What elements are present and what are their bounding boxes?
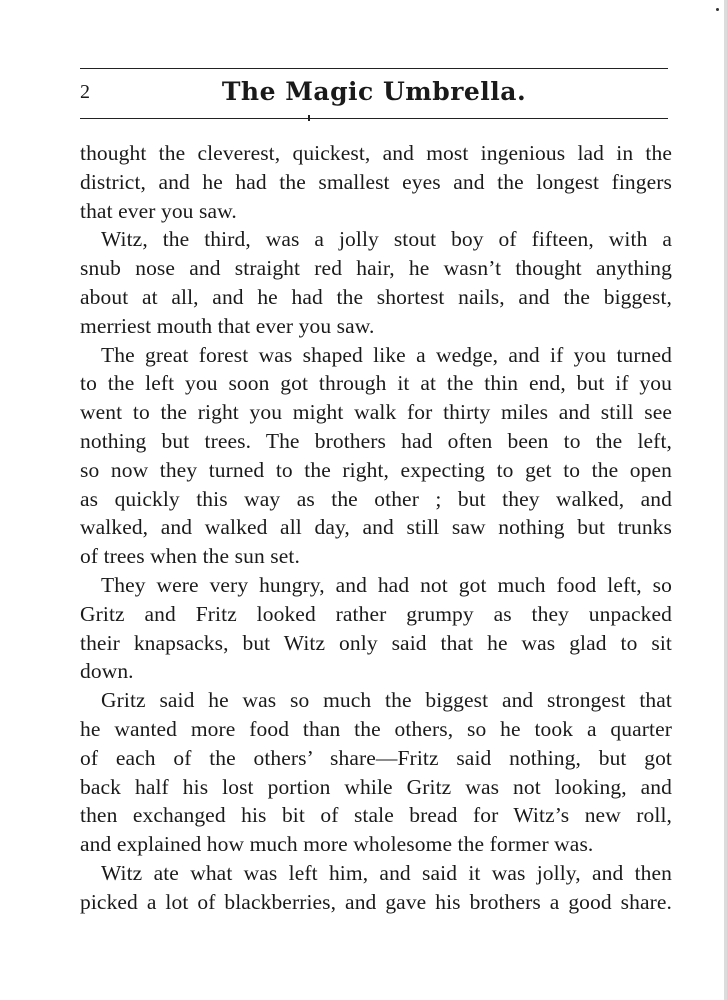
text-line: merriest mouth that ever you saw. [80, 313, 375, 338]
header-rule-top [80, 68, 668, 69]
text-line: to the left you soon got through it at the thin end, but if you [80, 371, 672, 396]
text-line: of trees when the sun set. [80, 544, 300, 569]
body-text [80, 139, 672, 917]
text-line: Witz ate what was left him, and said it was jolly, and then [101, 860, 672, 885]
header-rule-bottom [80, 118, 668, 119]
text-line: Gritz and Fritz looked rather grumpy as they unpacked [80, 601, 672, 626]
text-line: that ever you saw. [80, 198, 237, 223]
header-rule-ornament [308, 115, 310, 121]
running-title: The Magic Umbrella. [221, 77, 527, 106]
text-line: as quickly this way as the other ; but they walked, and [80, 486, 672, 511]
page-number: 2 [80, 81, 90, 103]
text-line: district, and he had the smallest eyes and the longest fingers [80, 169, 672, 194]
paragraph [80, 571, 672, 686]
text-line: snub nose and straight red hair, he wasn’t thought anything [80, 256, 672, 281]
text-line: Witz, the third, was a jolly stout boy of fifteen, with a [101, 227, 672, 252]
paragraph [80, 139, 672, 225]
text-line: down. [80, 659, 134, 684]
text-line: he wanted more food than the others, so he took a quarter [80, 716, 672, 741]
text-line: back half his lost portion while Gritz was not looking, and [80, 774, 672, 799]
text-line: of each of the others’ share—Fritz said nothing, but got [80, 745, 672, 770]
text-line: nothing but trees. The brothers had often been to the left, [80, 428, 672, 453]
ink-speck [716, 8, 719, 11]
text-line: walked, and walked all day, and still saw nothing but trunks [80, 515, 672, 540]
text-line: then exchanged his bit of stale bread for Witz’s new roll, [80, 803, 672, 828]
text-line: They were very hungry, and had not got much food left, so [101, 572, 672, 597]
paragraph [80, 225, 672, 340]
text-line: thought the cleverest, quickest, and most ingenious lad in the [80, 141, 672, 165]
text-line: The great forest was shaped like a wedge, and if you turned [101, 342, 672, 367]
text-line: Gritz said he was so much the biggest and strongest that [101, 688, 672, 713]
text-line: and explained how much more wholesome the former was. [80, 832, 594, 857]
text-line: so now they turned to the right, expecting to get to the open [80, 457, 672, 482]
paragraph [80, 859, 672, 917]
text-line: went to the right you might walk for thirty miles and still see [80, 400, 672, 425]
paragraph [80, 341, 672, 571]
text-line: picked a lot of blackberries, and gave his brothers a good share. [80, 889, 672, 914]
text-line: about at all, and he had the shortest nails, and the biggest, [80, 284, 672, 309]
paragraph [80, 686, 672, 859]
text-line: their knapsacks, but Witz only said that he was glad to sit [80, 630, 672, 655]
